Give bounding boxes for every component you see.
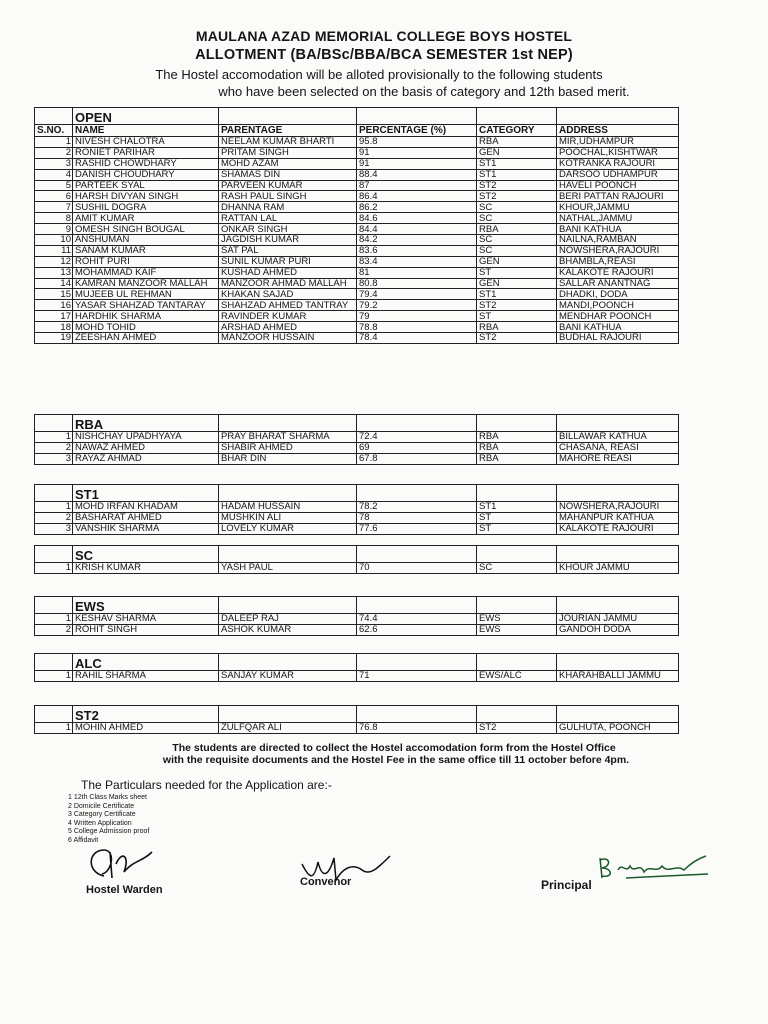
hostel-title: MAULANA AZAD MEMORIAL COLLEGE BOYS HOSTEL: [195, 28, 573, 44]
column-header-address: ADDRESS: [557, 125, 679, 137]
cell-parentage: LOVELY KUMAR: [219, 523, 357, 534]
cell-name: MOHD TOHID: [73, 322, 219, 333]
cell-sno: 9: [35, 224, 73, 235]
table-row: [35, 624, 679, 635]
category-row: [35, 485, 679, 502]
cell-sno: 1: [35, 502, 73, 513]
cell-parentage: MUSHKIN ALI: [219, 512, 357, 523]
cell-category: ST1: [477, 502, 557, 513]
table-row: [35, 278, 679, 289]
cell-address: NAILNA,RAMBAN: [557, 235, 679, 246]
cell-name: SANAM KUMAR: [73, 245, 219, 256]
cell-category: ST1: [477, 158, 557, 169]
cell-address: MENDHAR POONCH: [557, 311, 679, 322]
cell-percentage: 72.4: [357, 432, 477, 443]
cell-sno: 3: [35, 158, 73, 169]
table-row: [35, 523, 679, 534]
category-row: [35, 654, 679, 671]
cell-name: NAWAZ AHMED: [73, 442, 219, 453]
cell-percentage: 88.4: [357, 169, 477, 180]
cell-address: JOURIAN JAMMU: [557, 614, 679, 625]
column-header-sno: S.NO.: [35, 125, 73, 137]
cell-name: HARDHIK SHARMA: [73, 311, 219, 322]
table-row: [35, 256, 679, 267]
cell-parentage: NEELAM KUMAR BHARTI: [219, 137, 357, 148]
cell-name: PARTEEK SYAL: [73, 180, 219, 191]
cell-sno: 3: [35, 523, 73, 534]
cell-sno: 18: [35, 322, 73, 333]
category-row: [35, 415, 679, 432]
cell-parentage: JAGDISH KUMAR: [219, 235, 357, 246]
cell-name: KRISH KUMAR: [73, 563, 219, 574]
cell-category: GEN: [477, 256, 557, 267]
cell-address: GULHUTA, POONCH: [557, 723, 679, 734]
cell-category: ST1: [477, 289, 557, 300]
cell-sno: 6: [35, 191, 73, 202]
cell-parentage: MANZOOR HUSSAIN: [219, 333, 357, 344]
cell-percentage: 84.4: [357, 224, 477, 235]
intro-line-2: who have been selected on the basis of category and 12th based merit.: [218, 84, 630, 99]
table-row: [35, 169, 679, 180]
cell-parentage: MOHD AZAM: [219, 158, 357, 169]
cell-sno: 1: [35, 432, 73, 443]
requirements-list: [68, 794, 149, 846]
cell-category: ST: [477, 267, 557, 278]
principal-label: Principal: [541, 878, 592, 892]
category-row: [35, 108, 679, 125]
cell-category: ST2: [477, 333, 557, 344]
cell-percentage: 79.2: [357, 300, 477, 311]
cell-percentage: 81: [357, 267, 477, 278]
intro-line-1: The Hostel accomodation will be alloted provisionally to the following students: [155, 67, 603, 82]
cell-percentage: 70: [357, 563, 477, 574]
table-row: [35, 137, 679, 148]
cell-percentage: 78.8: [357, 322, 477, 333]
cell-address: KHARAHBALLI JAMMU: [557, 671, 679, 682]
cell-category: ST2: [477, 191, 557, 202]
table-row: [35, 267, 679, 278]
cell-name: MOHD IRFAN KHADAM: [73, 502, 219, 513]
cell-parentage: ZULFQAR ALI: [219, 723, 357, 734]
cell-address: BANI KATHUA: [557, 224, 679, 235]
cell-parentage: SUNIL KUMAR PURI: [219, 256, 357, 267]
cell-sno: 10: [35, 235, 73, 246]
table-ews: [34, 596, 679, 636]
cell-name: KAMRAN MANZOOR MALLAH: [73, 278, 219, 289]
cell-parentage: RASH PAUL SINGH: [219, 191, 357, 202]
table-row: [35, 245, 679, 256]
cell-category: ST1: [477, 169, 557, 180]
cell-sno: 12: [35, 256, 73, 267]
requirement-item: 5 College Admission proof: [68, 828, 150, 836]
hostel-warden-label: Hostel Warden: [86, 884, 163, 896]
cell-address: MANDI,POONCH: [557, 300, 679, 311]
requirement-item: 2 Domicile Certificate: [68, 802, 135, 810]
cell-category: RBA: [477, 224, 557, 235]
cell-parentage: SHABIR AHMED: [219, 442, 357, 453]
cell-category: SC: [477, 245, 557, 256]
cell-sno: 1: [35, 614, 73, 625]
cell-percentage: 77.6: [357, 523, 477, 534]
cell-parentage: MANZOOR AHMAD MALLAH: [219, 278, 357, 289]
cell-address: KHOUR,JAMMU: [557, 202, 679, 213]
cell-parentage: KUSHAD AHMED: [219, 267, 357, 278]
table-row: [35, 289, 679, 300]
cell-percentage: 79.4: [357, 289, 477, 300]
requirement-item: 3 Category Certificate: [68, 811, 136, 819]
table-row: [35, 213, 679, 224]
cell-name: HARSH DIVYAN SINGH: [73, 191, 219, 202]
cell-address: MAHORE REASI: [557, 453, 679, 464]
cell-name: RAYAZ AHMAD: [73, 453, 219, 464]
column-header-row: [35, 125, 679, 137]
requirement-item: 6 Affidavit: [68, 836, 99, 844]
cell-address: KALAKOTE RAJOURI: [557, 267, 679, 278]
cell-category: EWS: [477, 624, 557, 635]
table-row: [35, 442, 679, 453]
cell-name: MUJEEB UL REHMAN: [73, 289, 219, 300]
cell-name: RASHID CHOWDHARY: [73, 158, 219, 169]
particulars-title: The Particulars needed for the Application are:-: [81, 778, 332, 792]
cell-parentage: SHAMAS DIN: [219, 169, 357, 180]
table-sc: [34, 545, 679, 574]
cell-sno: 2: [35, 512, 73, 523]
cell-name: SUSHIL DOGRA: [73, 202, 219, 213]
cell-parentage: SHAHZAD AHMED TANTRAY: [219, 300, 357, 311]
cell-parentage: PARVEEN KUMAR: [219, 180, 357, 191]
cell-name: RONIET PARIHAR: [73, 147, 219, 158]
cell-name: NISHCHAY UPADHYAYA: [73, 432, 219, 443]
table-row: [35, 224, 679, 235]
cell-percentage: 86.2: [357, 202, 477, 213]
requirement-item: 1 12th Class Marks sheet: [68, 794, 147, 801]
cell-sno: 14: [35, 278, 73, 289]
category-title: ST2: [73, 706, 219, 723]
cell-address: DARSOO UDHAMPUR: [557, 169, 679, 180]
cell-name: RAHIL SHARMA: [73, 671, 219, 682]
cell-percentage: 91: [357, 158, 477, 169]
table-row: [35, 614, 679, 625]
cell-sno: 2: [35, 624, 73, 635]
cell-address: KOTRANKA RAJOURI: [557, 158, 679, 169]
cell-parentage: YASH PAUL: [219, 563, 357, 574]
table-row: [35, 723, 679, 734]
cell-category: EWS: [477, 614, 557, 625]
table-row: [35, 147, 679, 158]
table-row: [35, 333, 679, 344]
cell-category: ST2: [477, 300, 557, 311]
cell-name: ROHIT SINGH: [73, 624, 219, 635]
column-header-parentage: PARENTAGE: [219, 125, 357, 137]
cell-category: RBA: [477, 137, 557, 148]
cell-name: ROHIT PURI: [73, 256, 219, 267]
cell-percentage: 78.2: [357, 502, 477, 513]
cell-address: MAHANPUR KATHUA: [557, 512, 679, 523]
cell-address: POOCHAL,KISHTWAR: [557, 147, 679, 158]
cell-percentage: 80.8: [357, 278, 477, 289]
cell-category: SC: [477, 213, 557, 224]
cell-parentage: DALEEP RAJ: [219, 614, 357, 625]
table-row: [35, 300, 679, 311]
cell-percentage: 83.4: [357, 256, 477, 267]
cell-category: ST2: [477, 180, 557, 191]
cell-name: OMESH SINGH BOUGAL: [73, 224, 219, 235]
column-header-percentage: PERCENTAGE (%): [357, 125, 477, 137]
cell-address: DHADKI, DODA: [557, 289, 679, 300]
category-title: RBA: [73, 415, 219, 432]
cell-parentage: SAT PAL: [219, 245, 357, 256]
allotment-title: ALLOTMENT (BA/BSc/BBA/BCA SEMESTER 1st NEP): [195, 47, 573, 63]
cell-sno: 3: [35, 453, 73, 464]
cell-parentage: ASHOK KUMAR: [219, 624, 357, 635]
cell-sno: 2: [35, 147, 73, 158]
table-rba: [34, 414, 679, 465]
cell-percentage: 79: [357, 311, 477, 322]
cell-category: GEN: [477, 147, 557, 158]
column-header-name: NAME: [73, 125, 219, 137]
table-row: [35, 158, 679, 169]
cell-parentage: BHAR DIN: [219, 453, 357, 464]
cell-sno: 8: [35, 213, 73, 224]
cell-sno: 1: [35, 723, 73, 734]
category-title: ALC: [73, 654, 219, 671]
convenor-label: Convenor: [300, 876, 352, 888]
cell-address: MIR,UDHAMPUR: [557, 137, 679, 148]
cell-address: BUDHAL RAJOURI: [557, 333, 679, 344]
table-row: [35, 322, 679, 333]
cell-address: HAVELI POONCH: [557, 180, 679, 191]
cell-sno: 19: [35, 333, 73, 344]
cell-percentage: 87: [357, 180, 477, 191]
cell-category: ST: [477, 311, 557, 322]
cell-category: EWS/ALC: [477, 671, 557, 682]
cell-category: ST: [477, 523, 557, 534]
cell-percentage: 67.8: [357, 453, 477, 464]
cell-address: BERI PATTAN RAJOURI: [557, 191, 679, 202]
cell-address: BANI KATHUA: [557, 322, 679, 333]
cell-percentage: 86.4: [357, 191, 477, 202]
cell-percentage: 71: [357, 671, 477, 682]
cell-percentage: 84.6: [357, 213, 477, 224]
table-row: [35, 311, 679, 322]
cell-name: MOHIN AHMED: [73, 723, 219, 734]
collection-note-line-1: The students are directed to collect the Hostel accomodation form from the Hostel Office: [172, 742, 616, 754]
cell-sno: 11: [35, 245, 73, 256]
category-row: [35, 546, 679, 563]
cell-parentage: PRAY BHARAT SHARMA: [219, 432, 357, 443]
cell-category: RBA: [477, 322, 557, 333]
cell-percentage: 95.8: [357, 137, 477, 148]
cell-parentage: PRITAM SINGH: [219, 147, 357, 158]
cell-sno: 15: [35, 289, 73, 300]
cell-name: MOHAMMAD KAIF: [73, 267, 219, 278]
cell-sno: 4: [35, 169, 73, 180]
cell-name: BASHARAT AHMED: [73, 512, 219, 523]
cell-sno: 7: [35, 202, 73, 213]
cell-percentage: 91: [357, 147, 477, 158]
cell-name: KESHAV SHARMA: [73, 614, 219, 625]
cell-address: NOWSHERA,RAJOURI: [557, 245, 679, 256]
warden-signature: [82, 842, 172, 888]
cell-address: BILLAWAR KATHUA: [557, 432, 679, 443]
table-st1: [34, 484, 679, 535]
cell-name: ANSHUMAN: [73, 235, 219, 246]
cell-name: DANISH CHOUDHARY: [73, 169, 219, 180]
cell-sno: 16: [35, 300, 73, 311]
cell-parentage: KHAKAN SAJAD: [219, 289, 357, 300]
cell-percentage: 62.6: [357, 624, 477, 635]
cell-percentage: 76.8: [357, 723, 477, 734]
cell-parentage: DHANNA RAM: [219, 202, 357, 213]
table-open: [34, 107, 679, 344]
collection-note-line-2: with the requisite documents and the Hostel Fee in the same office till 11 october before 4pm.: [162, 754, 630, 766]
cell-category: ST: [477, 512, 557, 523]
cell-address: NATHAL,JAMMU: [557, 213, 679, 224]
cell-address: KALAKOTE RAJOURI: [557, 523, 679, 534]
category-title: ST1: [73, 485, 219, 502]
cell-sno: 1: [35, 563, 73, 574]
cell-sno: 17: [35, 311, 73, 322]
cell-category: SC: [477, 202, 557, 213]
cell-category: RBA: [477, 442, 557, 453]
cell-category: GEN: [477, 278, 557, 289]
cell-percentage: 78: [357, 512, 477, 523]
table-row: [35, 671, 679, 682]
category-row: [35, 706, 679, 723]
cell-parentage: HADAM HUSSAIN: [219, 502, 357, 513]
table-row: [35, 235, 679, 246]
cell-sno: 2: [35, 442, 73, 453]
table-st2: [34, 705, 679, 734]
cell-category: SC: [477, 563, 557, 574]
cell-percentage: 78.4: [357, 333, 477, 344]
table-row: [35, 512, 679, 523]
cell-parentage: SANJAY KUMAR: [219, 671, 357, 682]
cell-sno: 1: [35, 137, 73, 148]
cell-address: KHOUR JAMMU: [557, 563, 679, 574]
cell-parentage: RATTAN LAL: [219, 213, 357, 224]
table-row: [35, 202, 679, 213]
cell-percentage: 69: [357, 442, 477, 453]
cell-sno: 1: [35, 671, 73, 682]
cell-name: VANSHIK SHARMA: [73, 523, 219, 534]
cell-name: YASAR SHAHZAD TANTARAY: [73, 300, 219, 311]
cell-category: ST2: [477, 723, 557, 734]
category-title: EWS: [73, 597, 219, 614]
principal-signature: [596, 852, 716, 886]
cell-percentage: 84.2: [357, 235, 477, 246]
table-row: [35, 432, 679, 443]
cell-category: SC: [477, 235, 557, 246]
table-alc: [34, 653, 679, 682]
cell-name: AMIT KUMAR: [73, 213, 219, 224]
cell-parentage: ARSHAD AHMED: [219, 322, 357, 333]
cell-category: RBA: [477, 453, 557, 464]
cell-parentage: RAVINDER KUMAR: [219, 311, 357, 322]
requirement-item: 4 Written Application: [68, 819, 132, 827]
table-row: [35, 453, 679, 464]
table-row: [35, 563, 679, 574]
table-row: [35, 502, 679, 513]
cell-sno: 5: [35, 180, 73, 191]
cell-address: GANDOH DODA: [557, 624, 679, 635]
cell-address: SALLAR ANANTNAG: [557, 278, 679, 289]
category-title: SC: [73, 546, 219, 563]
cell-address: NOWSHERA,RAJOURI: [557, 502, 679, 513]
cell-category: RBA: [477, 432, 557, 443]
cell-sno: 13: [35, 267, 73, 278]
cell-address: CHASANA, REASI: [557, 442, 679, 453]
table-row: [35, 180, 679, 191]
column-header-category: CATEGORY: [477, 125, 557, 137]
cell-name: NIVESH CHALOTRA: [73, 137, 219, 148]
table-row: [35, 191, 679, 202]
cell-percentage: 74.4: [357, 614, 477, 625]
cell-address: BHAMBLA,REASI: [557, 256, 679, 267]
cell-percentage: 83.6: [357, 245, 477, 256]
cell-parentage: ONKAR SINGH: [219, 224, 357, 235]
cell-name: ZEESHAN AHMED: [73, 333, 219, 344]
category-row: [35, 597, 679, 614]
category-title: OPEN: [73, 108, 219, 125]
